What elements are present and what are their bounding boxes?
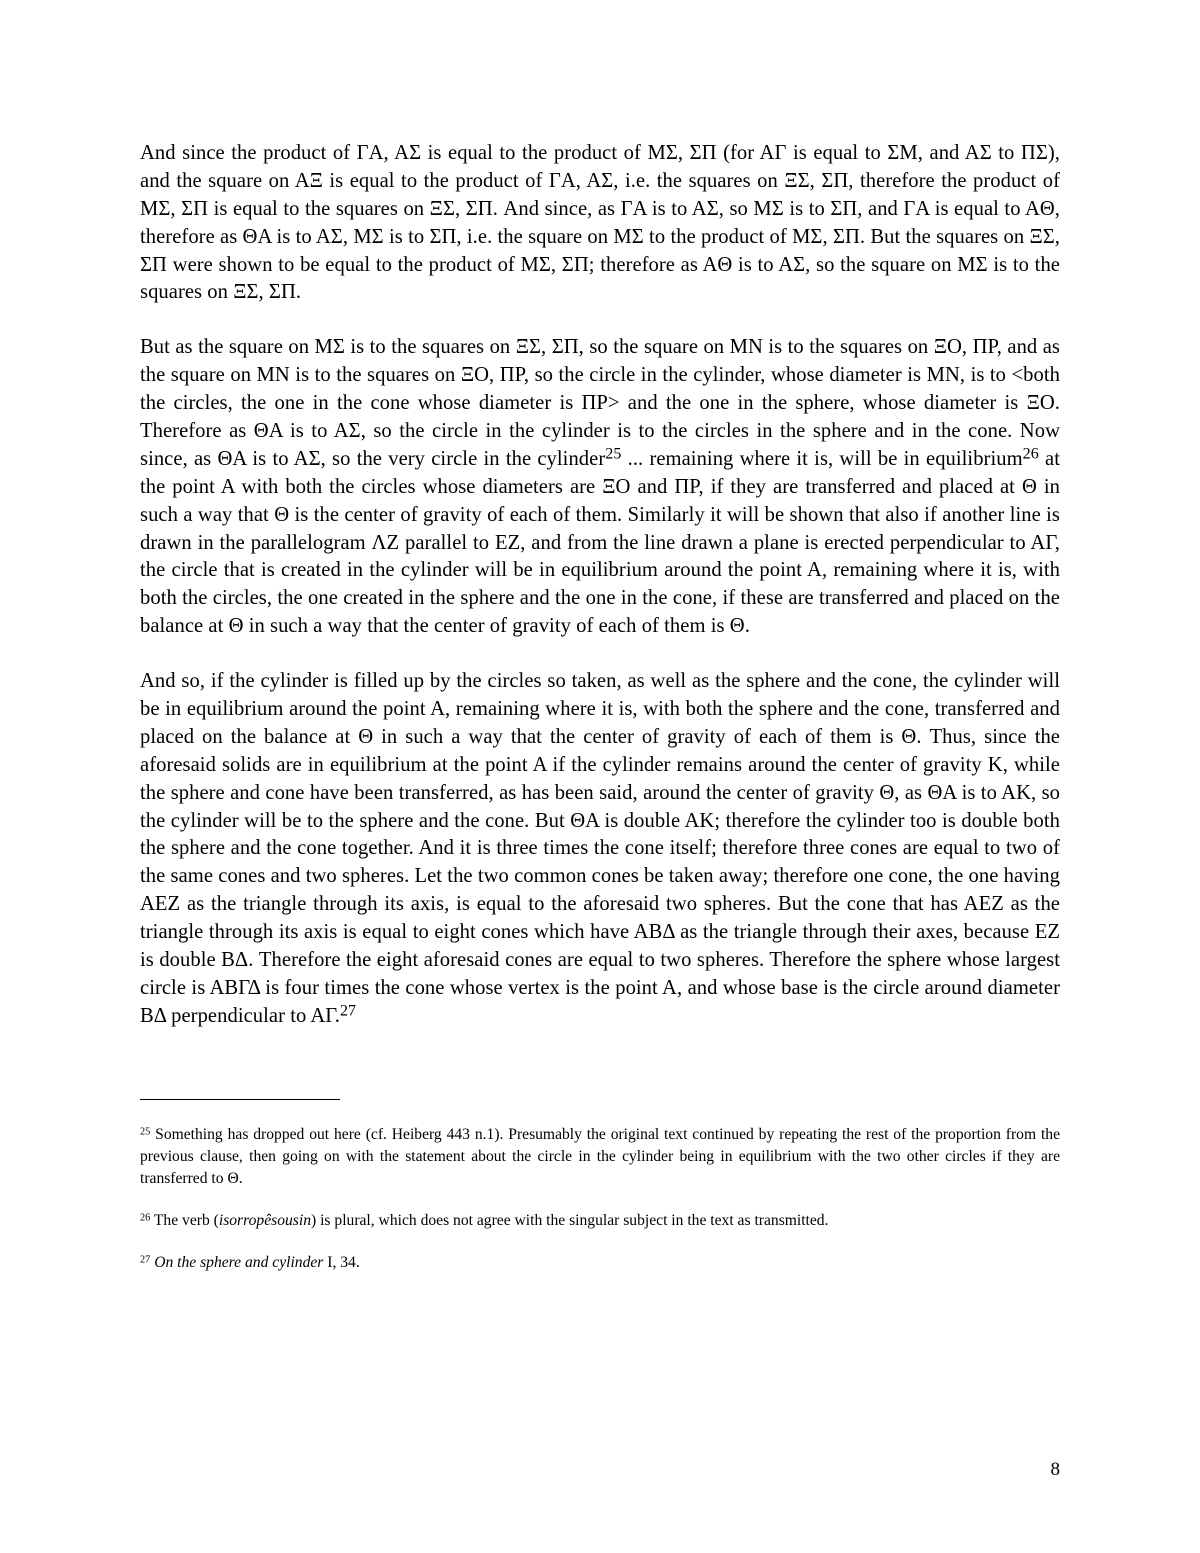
- footnote-26: [140, 1210, 1060, 1232]
- paragraph-2-part-2: ... remaining where it is, will be in equilibrium: [621, 447, 1023, 470]
- paragraph-2-part-1: But as the square on MΣ is to the squares on ΞΣ, ΣΠ, so the square on MN is to the squares on ΞO, ΠP, and as the square on MN is to the squares on ΞO, ΠP, so the circle in the cylinder, whose diameter is MN, is to <both the circles, the one in the cone whose diameter is ΠP> and the one in the sphere, whose diameter is ΞO. Therefore as ΘA is to AΣ, so the circle in the cylinder is to the circles in the sphere and in the cone. Now since, as ΘA is to AΣ, so the very circle in the cylinder: [140, 336, 1060, 470]
- footnotes-block: [140, 1124, 1060, 1275]
- footnote-26-text-after: ) is plural, which does not agree with the singular subject in the text as transmitted.: [311, 1212, 829, 1230]
- paragraph-3-text: And so, if the cylinder is filled up by the circles so taken, as well as the sphere and the cone, the cylinder will be in equilibrium around the point A, remaining where it is, with both the sphere and the cone, transferred and placed on the balance at Θ in such a way that the center of gravity of each of them is Θ. Thus, since the aforesaid solids are in equilibrium at the point A if the cylinder remains around the center of gravity K, while the sphere and cone have been transferred, as has been said, around the center of gravity Θ, as ΘA is to AK, so the cylinder will be to the sphere and the cone. But ΘA is double AK; therefore the cylinder too is double both the sphere and the cone together. And it is three times the cone itself; therefore three cones are equal to two of the same cones and two spheres. Let the two common cones be taken away; therefore one cone, the one having AEZ as the triangle through its axis, is equal to the aforesaid two spheres. But the cone that has AEZ as the triangle through its axis is equal to eight cones which have ABΔ as the triangle through their axes, because EZ is double BΔ. Therefore the eight aforesaid cones are equal to two spheres. Therefore the sphere whose largest circle is ABΓΔ is four times the cone whose vertex is the point A, and whose base is the circle around diameter BΔ perpendicular to AΓ.: [140, 670, 1060, 1027]
- footnote-27: [140, 1252, 1060, 1274]
- footnote-27-text-after: I, 34.: [323, 1254, 360, 1272]
- paragraph-3: [140, 668, 1060, 1031]
- footnote-separator-rule: [140, 1099, 340, 1100]
- footnote-27-italic-title: On the sphere and cylinder: [154, 1254, 324, 1272]
- footnote-26-number: 26: [140, 1212, 151, 1224]
- footnote-26-italic-term: isorropêsousin: [218, 1212, 311, 1230]
- page-number: 8: [1050, 1459, 1060, 1480]
- footnote-25: [140, 1124, 1060, 1190]
- footnote-25-text: Something has dropped out here (cf. Heiberg 443 n.1). Presumably the original text continued by repeating the rest of the proportion from the previous clause, then going on with the statement about the circle in the cylinder being in equilibrium with the two other circles if they are transferred to Θ.: [140, 1125, 1060, 1187]
- paragraph-2-part-3: at the point A with both the circles whose diameters are ΞO and ΠP, if they are transferred and placed at Θ in such a way that Θ is the center of gravity of each of them. Similarly it will be shown that also if another line is drawn in the parallelogram ΛZ parallel to EZ, and from the line drawn a plane is erected perpendicular to AΓ, the circle that is created in the cylinder will be in equilibrium around the point A, remaining where it is, with both the circles, the one created in the sphere and the one in the cone, if these are transferred and placed on the balance at Θ in such a way that the center of gravity of each of them is Θ.: [140, 447, 1060, 638]
- footnote-marker-25: 25: [605, 445, 622, 463]
- footnote-25-number: 25: [140, 1126, 151, 1138]
- footnote-26-text-before: The verb (: [153, 1212, 219, 1230]
- paragraph-2: [140, 334, 1060, 641]
- footnote-27-number: 27: [140, 1254, 151, 1266]
- footnote-marker-26: 26: [1022, 445, 1039, 463]
- paragraph-1: And since the product of ΓA, AΣ is equal to the product of MΣ, ΣΠ (for AΓ is equal to ΣM, and AΣ to ΠΣ), and the square on AΞ is equal to the product of ΓA, AΣ, i.e. the squares on ΞΣ, ΣΠ, therefore the product of MΣ, ΣΠ is equal to the squares on ΞΣ, ΣΠ. And since, as ΓA is to AΣ, so MΣ is to ΣΠ, and ΓA is equal to AΘ, therefore as ΘA is to AΣ, MΣ is to ΣΠ, i.e. the square on MΣ to the product of MΣ, ΣΠ. But the squares on ΞΣ, ΣΠ were shown to be equal to the product of MΣ, ΣΠ; therefore as AΘ is to AΣ, so the square on MΣ is to the squares on ΞΣ, ΣΠ.: [140, 142, 1060, 304]
- footnote-marker-27: 27: [339, 1002, 357, 1020]
- body-text-block: [140, 140, 1060, 1031]
